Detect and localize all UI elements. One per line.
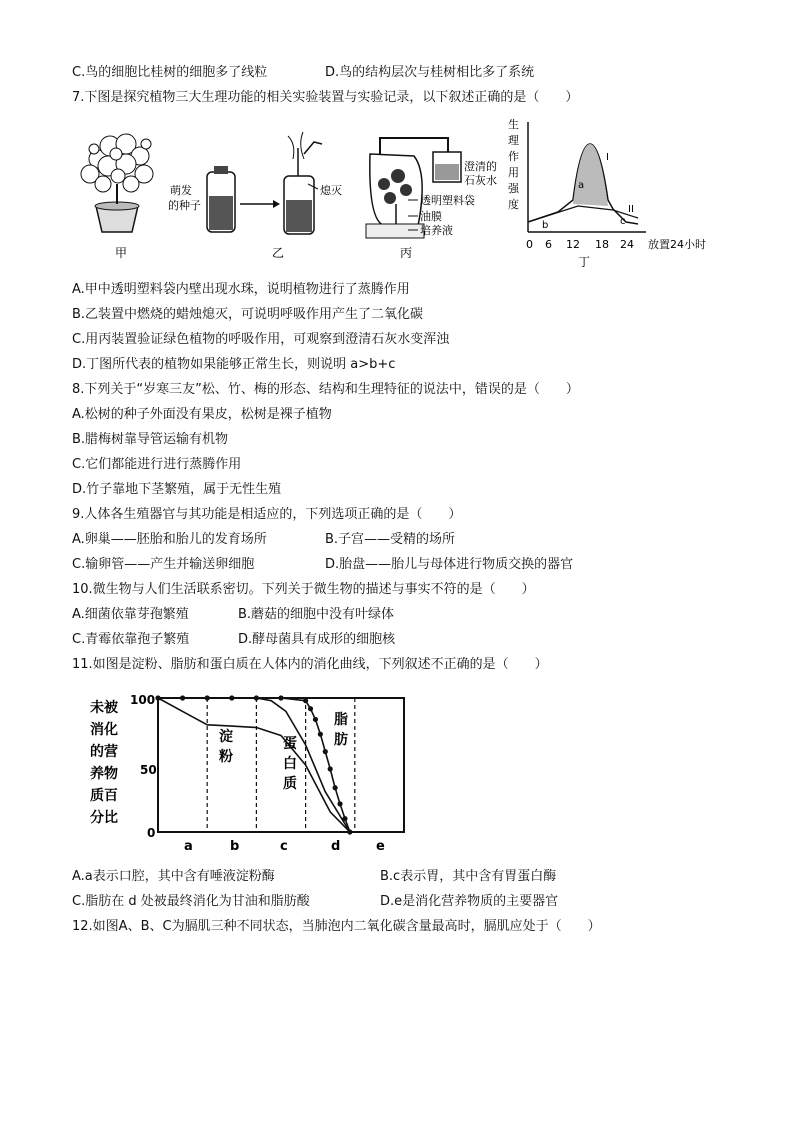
q7-option-d: D.丁图所代表的植物如果能够正常生长，则说明 a>b+c — [72, 357, 396, 372]
q10-option-c: C.青霉依靠孢子繁殖 — [72, 632, 190, 647]
digest-ylabel-3: 养物 — [90, 766, 118, 782]
label-ding: 丁 — [578, 255, 591, 269]
ding-curve-2: II — [628, 204, 634, 215]
seed-label-1: 萌发 — [170, 184, 192, 197]
q10-option-d: D.酵母菌具有成形的细胞核 — [238, 632, 396, 647]
label-limewater-1: 澄清的 — [464, 160, 497, 173]
label-limewater-2: 石灰水 — [464, 174, 497, 187]
digest-ylabel-0: 未被 — [90, 700, 118, 716]
digest-fat-point — [155, 695, 160, 700]
q6-option-d: D.鸟的结构层次与桂树相比多了系统 — [325, 65, 535, 80]
figure-bing-apparatus — [366, 138, 497, 260]
digest-xcat-c: c — [280, 839, 288, 854]
ding-ylabel-2: 作 — [508, 150, 519, 163]
q11-option-c: C.脂肪在 d 处被最终消化为甘油和脂肪酸 — [72, 894, 310, 909]
q8-option-b: B.腊梅树靠导管运输有机物 — [72, 432, 229, 447]
digest-ylabel-1: 消化 — [90, 722, 118, 738]
ding-area-b: b — [542, 220, 549, 231]
ding-xtick-4: 24 — [620, 238, 634, 251]
digest-fat-point — [180, 695, 185, 700]
ding-area-c: c — [620, 216, 626, 227]
digest-fat-point — [229, 695, 234, 700]
label-extinguish: 熄灭 — [320, 184, 342, 197]
ding-xtick-1: 6 — [545, 238, 552, 251]
ding-ylabel-1: 理 — [508, 134, 519, 147]
figure-ding-chart — [508, 117, 706, 269]
figure-jia-plant — [81, 134, 153, 260]
q7-option-c: C.用丙装置验证绿色植物的呼吸作用，可观察到澄清石灰水变浑浊 — [72, 332, 450, 347]
q12-stem: 12.如图A、B、C为膈肌三种不同状态，当肺泡内二氧化碳含量最高时，膈肌应处于（ ） — [72, 919, 601, 934]
digest-ytick-50: 50 — [140, 763, 157, 777]
q11-option-a: A.a表示口腔，其中含有唾液淀粉酶 — [72, 869, 275, 884]
series-label-fat-0: 脂 — [334, 712, 348, 728]
series-label-starch-0: 淀 — [219, 729, 233, 745]
digest-fat-point — [337, 801, 342, 806]
digest-ytick-100: 100 — [130, 693, 156, 707]
digest-series-line-0 — [158, 698, 350, 832]
q8-stem: 8.下列关于“岁寒三友”松、竹、梅的形态、结构和生理特征的说法中，错误的是（ ） — [72, 382, 579, 397]
digest-fat-point — [328, 766, 333, 771]
q10-option-a: A.细菌依靠芽孢繁殖 — [72, 607, 189, 622]
digest-xcat-e: e — [376, 839, 385, 854]
ding-ylabel-0: 生 — [508, 118, 519, 131]
series-label-fat-1: 肪 — [334, 732, 348, 748]
q11-stem: 11.如图是淀粉、脂肪和蛋白质在人体内的消化曲线，下列叙述不正确的是（ ） — [72, 657, 548, 672]
label-bing: 丙 — [400, 246, 413, 260]
q9-option-d: D.胎盘——胎儿与母体进行物质交换的器官 — [325, 557, 574, 572]
digest-xcat-a: a — [184, 839, 193, 854]
label-oil: 油膜 — [420, 210, 442, 223]
digest-fat-point — [313, 717, 318, 722]
seed-label-2: 的种子 — [168, 199, 201, 212]
q8-option-a: A.松树的种子外面没有果皮，松树是裸子植物 — [72, 407, 332, 422]
ding-xtick-0: 0 — [526, 238, 533, 251]
ding-xtick-3: 18 — [595, 238, 609, 251]
q9-option-a: A.卵巢——胚胎和胎儿的发育场所 — [72, 532, 267, 547]
digest-ylabel-5: 分比 — [90, 810, 118, 826]
digest-ylabel — [90, 699, 119, 826]
ding-xtick-2: 12 — [566, 238, 580, 251]
ding-curve-1: I — [606, 152, 609, 163]
digest-xcat-b: b — [230, 839, 240, 854]
series-label-protein-0: 蛋 — [283, 736, 297, 752]
digest-fat-point — [342, 816, 347, 821]
q10-option-b: B.蘑菇的细胞中没有叶绿体 — [238, 607, 395, 622]
figure-yi-jar-closed — [207, 166, 235, 232]
q6-option-c: C.鸟的细胞比桂树的细胞多了线粒 — [72, 65, 268, 80]
digest-ylabel-2: 的营 — [90, 744, 118, 760]
q11-option-b: B.c表示胃，其中含有胃蛋白酶 — [380, 869, 557, 884]
digest-ytick-0: 0 — [147, 826, 156, 840]
label-yi: 乙 — [272, 246, 285, 260]
ding-xlabel: 放置24小时 — [648, 238, 706, 251]
ding-area-a: a — [578, 180, 585, 191]
digest-fat-point — [318, 732, 323, 737]
digest-fat-point — [347, 829, 352, 834]
label-bag: 透明塑料袋 — [420, 194, 475, 207]
q7-option-a: A.甲中透明塑料袋内壁出现水珠，说明植物进行了蒸腾作用 — [72, 282, 410, 297]
q9-stem: 9.人体各生殖器官与其功能是相适应的，下列选项正确的是（ ） — [72, 507, 462, 522]
digest-series-line-2 — [158, 698, 350, 832]
q7-stem: 7.下图是探究植物三大生理功能的相关实验装置与实验记录，以下叙述正确的是（ ） — [72, 90, 579, 105]
series-label-protein-2: 质 — [283, 776, 297, 792]
ding-ylabel-5: 度 — [508, 198, 519, 211]
q8-option-c: C.它们都能进行进行蒸腾作用 — [72, 457, 242, 472]
ding-ylabel-4: 强 — [508, 182, 519, 195]
figure-yi-jar-open — [272, 132, 342, 260]
digest-fat-point — [205, 695, 210, 700]
digest-fat-point — [308, 706, 313, 711]
digest-series-line-1 — [158, 698, 350, 832]
series-label-starch-1: 粉 — [219, 749, 233, 765]
q11-option-d: D.e是消化营养物质的主要器官 — [380, 894, 559, 909]
q8-option-d: D.竹子靠地下茎繁殖，属于无性生殖 — [72, 482, 282, 497]
label-medium: 培养液 — [420, 224, 453, 237]
ding-ylabel-3: 用 — [508, 166, 519, 179]
label-jia: 甲 — [115, 246, 128, 260]
q7-option-b: B.乙装置中燃烧的蜡烛熄灭，可说明呼吸作用产生了二氧化碳 — [72, 307, 424, 322]
digest-fat-point — [323, 749, 328, 754]
q10-stem: 10.微生物与人们生活联系密切。下列关于微生物的描述与事实不符的是（ ） — [72, 582, 535, 597]
digest-fat-point — [254, 695, 259, 700]
q11-digestion-chart — [84, 686, 424, 856]
series-label-protein-1: 白 — [283, 756, 297, 772]
q7-figure — [68, 114, 794, 274]
digest-ylabel-4: 质百 — [90, 788, 118, 804]
digest-fat-point — [303, 698, 308, 703]
q9-option-c: C.输卵管——产生并输送卵细胞 — [72, 557, 255, 572]
digest-xcat-d: d — [331, 839, 341, 854]
q9-option-b: B.子宫——受精的场所 — [325, 532, 456, 547]
digest-fat-point — [278, 695, 283, 700]
digest-fat-point — [333, 785, 338, 790]
